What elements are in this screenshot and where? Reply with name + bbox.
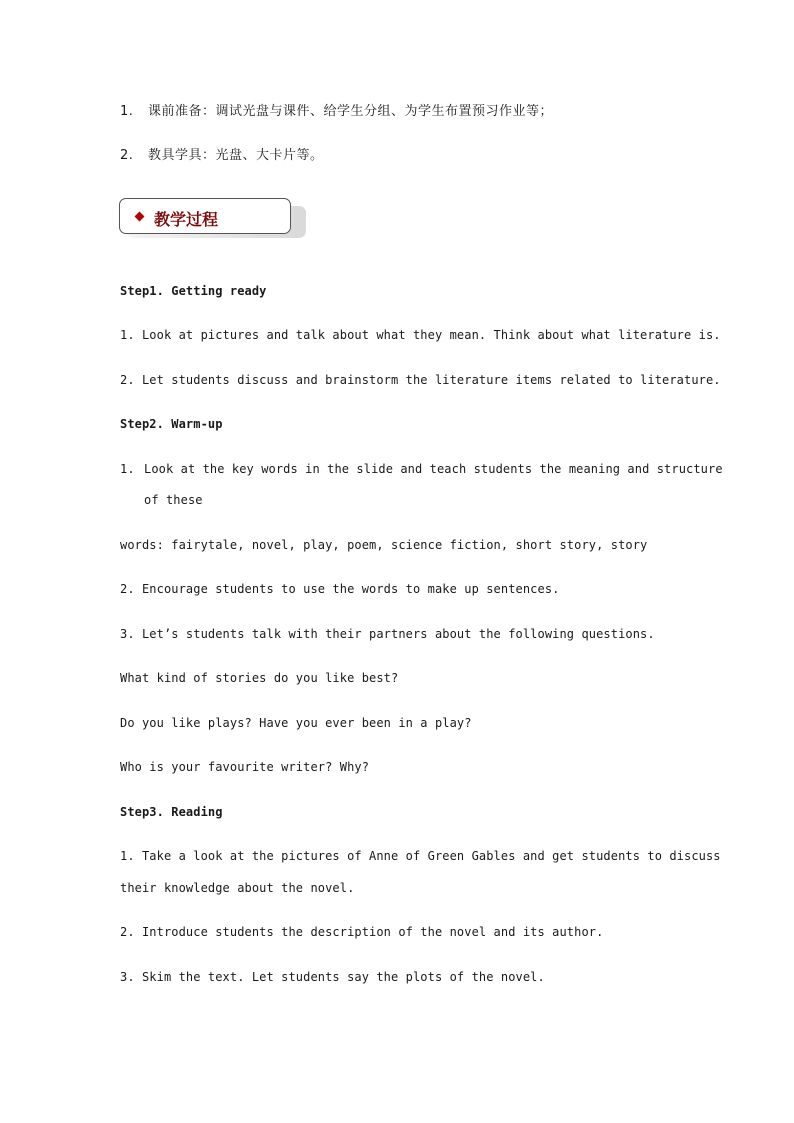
prep-item-2-number: 2. — [120, 148, 134, 163]
step3-title: Step3. Reading — [120, 805, 223, 819]
step2-title: Step2. Warm-up — [120, 417, 223, 431]
diamond-bullet-icon — [135, 212, 145, 222]
step1-item-1: 1. Look at pictures and talk about what they mean. Think about what literature is. — [120, 328, 721, 342]
step2-item-1-line-1 — [120, 461, 723, 477]
step2-item-1-text: Look at the key words in the slide and teach students the meaning and structure — [144, 462, 723, 476]
step2-words-line: words: fairytale, novel, play, poem, science fiction, short story, story — [120, 538, 648, 552]
step1-item-2: 2. Let students discuss and brainstorm the literature items related to literature. — [120, 373, 721, 387]
step3-item-2: 2. Introduce students the description of the novel and its author. — [120, 925, 604, 939]
step2-item-3: 3. Let’s students talk with their partners about the following questions. — [120, 627, 655, 641]
step3-item-3: 3. Skim the text. Let students say the plots of the novel. — [120, 970, 545, 984]
step2-item-1-number: 1. — [120, 462, 135, 476]
section-header-box — [119, 198, 291, 234]
step2-item-1-line-2: of these — [144, 493, 203, 507]
step2-question-1: What kind of stories do you like best? — [120, 671, 399, 685]
prep-item-1-text: 课前准备：调试光盘与课件、给学生分组、为学生布置预习作业等； — [148, 104, 554, 119]
section-title: 教学过程 — [154, 210, 219, 229]
step1-title: Step1. Getting ready — [120, 284, 267, 298]
step2-item-2: 2. Encourage students to use the words to make up sentences. — [120, 582, 560, 596]
prep-item-2-text: 教具学具：光盘、大卡片等。 — [148, 148, 324, 163]
step3-item-1-line-1: 1. Take a look at the pictures of Anne of Green Gables and get students to discuss — [120, 849, 721, 863]
step3-item-1-line-2: their knowledge about the novel. — [120, 881, 355, 895]
prep-item-2 — [120, 148, 324, 164]
step2-question-3: Who is your favourite writer? Why? — [120, 760, 370, 774]
step2-question-2: Do you like plays? Have you ever been in a play? — [120, 716, 472, 730]
prep-item-1-number: 1. — [120, 104, 134, 119]
prep-item-1 — [120, 104, 553, 120]
